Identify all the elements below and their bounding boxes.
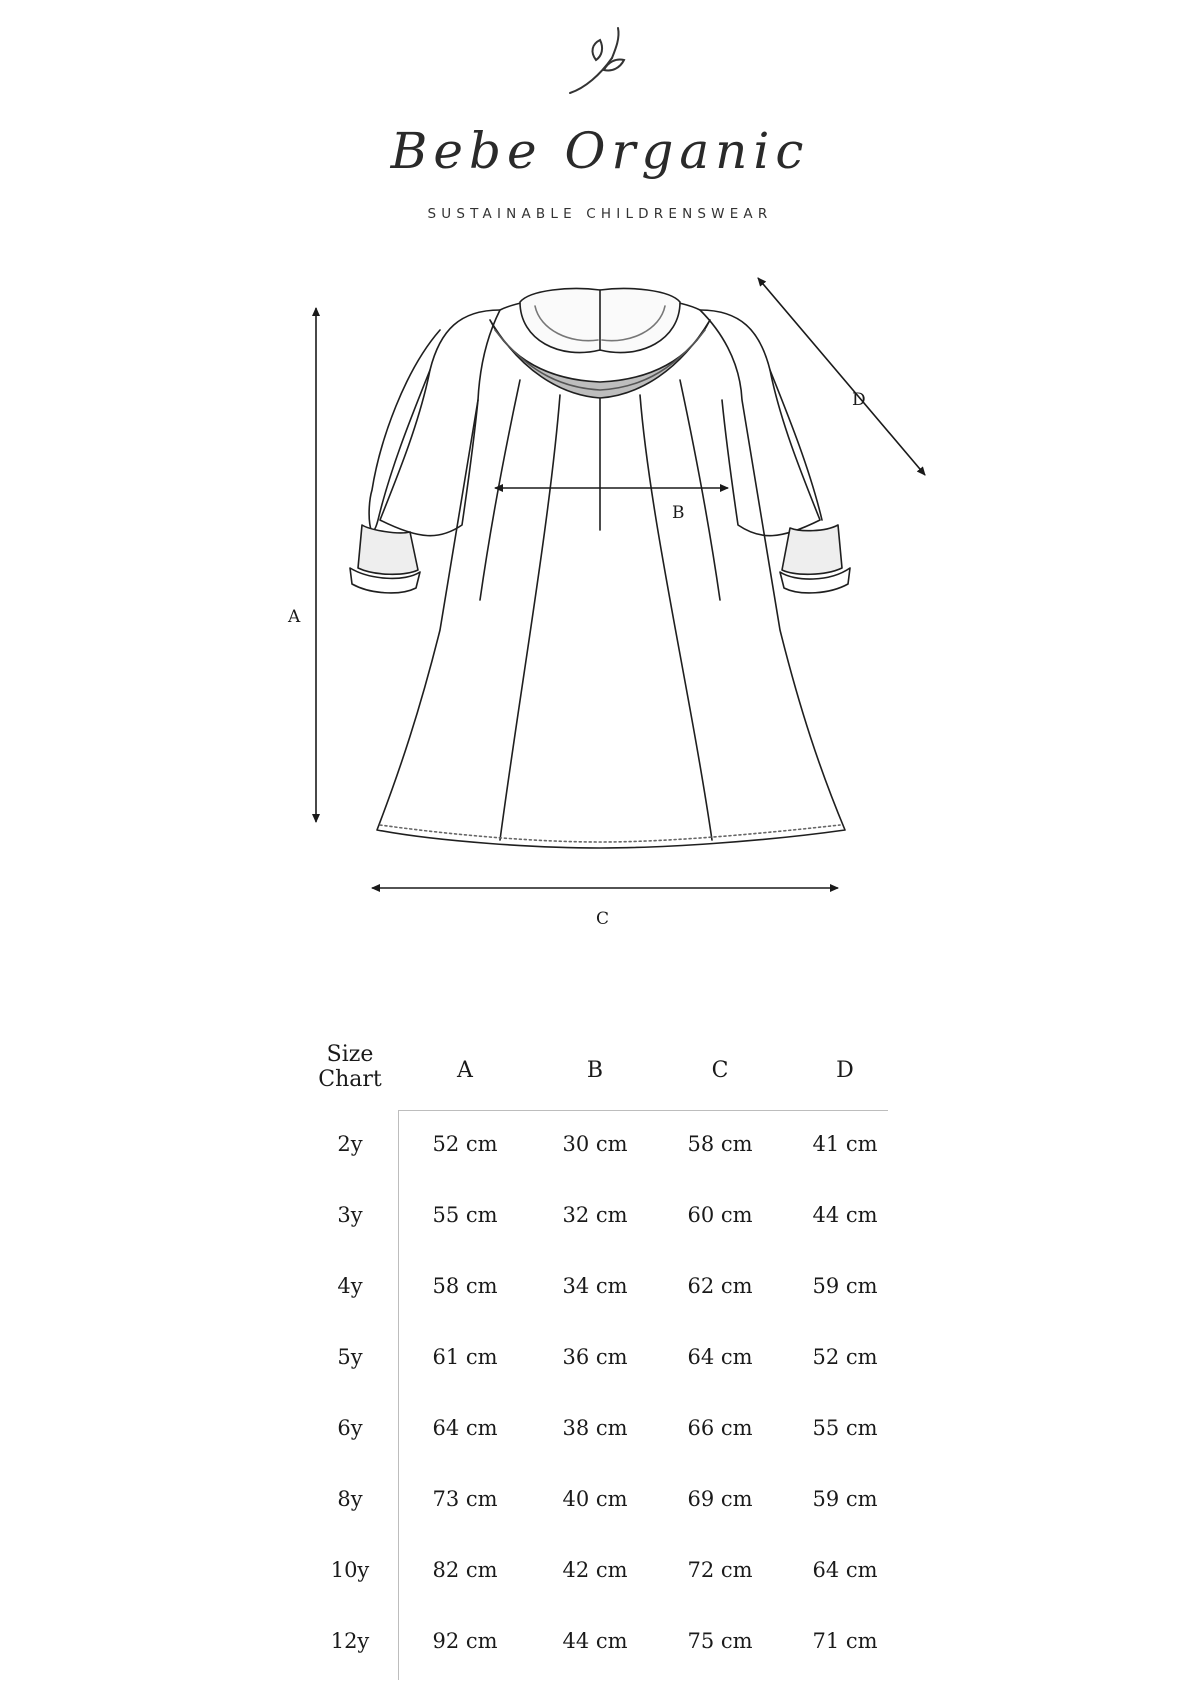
size-chart-header-line1: Size bbox=[326, 1042, 374, 1067]
column-header-c: C bbox=[711, 1058, 729, 1083]
value-c-cell: 60 cm bbox=[687, 1203, 753, 1227]
label-b: B bbox=[672, 503, 685, 523]
size-cell: 3y bbox=[337, 1203, 363, 1227]
table-row bbox=[300, 1181, 900, 1252]
value-c-cell: 72 cm bbox=[687, 1558, 753, 1582]
dress-diagram bbox=[0, 270, 1200, 1010]
label-c: C bbox=[596, 909, 610, 929]
value-d-cell: 52 cm bbox=[812, 1345, 878, 1369]
value-a-cell: 58 cm bbox=[432, 1274, 498, 1298]
value-a-cell: 61 cm bbox=[432, 1345, 498, 1369]
table-body bbox=[300, 1110, 900, 1678]
value-d-cell: 59 cm bbox=[812, 1274, 878, 1298]
value-d-cell: 55 cm bbox=[812, 1416, 878, 1440]
value-c-cell: 75 cm bbox=[687, 1629, 753, 1653]
column-header-d: D bbox=[836, 1058, 854, 1083]
value-a-cell: 92 cm bbox=[432, 1629, 498, 1653]
table-row bbox=[300, 1536, 900, 1607]
brand-name: Bebe Organic bbox=[390, 122, 810, 180]
value-b-cell: 32 cm bbox=[562, 1203, 628, 1227]
size-cell: 2y bbox=[337, 1132, 363, 1156]
value-b-cell: 42 cm bbox=[562, 1558, 628, 1582]
dress-outline bbox=[377, 296, 845, 848]
table-row bbox=[300, 1252, 900, 1323]
label-d: D bbox=[852, 390, 866, 410]
table-row bbox=[300, 1110, 900, 1181]
brand-header bbox=[0, 0, 1200, 240]
value-b-cell: 34 cm bbox=[562, 1274, 628, 1298]
value-b-cell: 36 cm bbox=[562, 1345, 628, 1369]
left-cuff bbox=[358, 525, 418, 574]
value-c-cell: 69 cm bbox=[687, 1487, 753, 1511]
value-d-cell: 71 cm bbox=[812, 1629, 878, 1653]
value-b-cell: 30 cm bbox=[562, 1132, 628, 1156]
value-d-cell: 41 cm bbox=[812, 1132, 878, 1156]
value-b-cell: 44 cm bbox=[562, 1629, 628, 1653]
value-a-cell: 64 cm bbox=[432, 1416, 498, 1440]
value-c-cell: 58 cm bbox=[687, 1132, 753, 1156]
value-d-cell: 64 cm bbox=[812, 1558, 878, 1582]
size-chart-header bbox=[300, 1042, 400, 1092]
table-row bbox=[300, 1323, 900, 1394]
table-header bbox=[300, 1040, 900, 1110]
size-cell: 8y bbox=[337, 1487, 363, 1511]
table-row bbox=[300, 1607, 900, 1678]
leaf-logo-icon bbox=[0, 0, 1200, 120]
size-cell: 5y bbox=[337, 1345, 363, 1369]
size-cell: 12y bbox=[330, 1629, 370, 1653]
value-a-cell: 82 cm bbox=[432, 1558, 498, 1582]
value-b-cell: 40 cm bbox=[562, 1487, 628, 1511]
value-c-cell: 62 cm bbox=[687, 1274, 753, 1298]
value-d-cell: 44 cm bbox=[812, 1203, 878, 1227]
size-cell: 10y bbox=[330, 1558, 370, 1582]
value-d-cell: 59 cm bbox=[812, 1487, 878, 1511]
value-a-cell: 55 cm bbox=[432, 1203, 498, 1227]
value-a-cell: 52 cm bbox=[432, 1132, 498, 1156]
size-cell: 6y bbox=[337, 1416, 363, 1440]
value-a-cell: 73 cm bbox=[432, 1487, 498, 1511]
value-c-cell: 66 cm bbox=[687, 1416, 753, 1440]
table-row bbox=[300, 1394, 900, 1465]
size-chart-header-line2: Chart bbox=[318, 1067, 382, 1092]
size-cell: 4y bbox=[337, 1274, 363, 1298]
value-b-cell: 38 cm bbox=[562, 1416, 628, 1440]
value-c-cell: 64 cm bbox=[687, 1345, 753, 1369]
label-a: A bbox=[288, 607, 301, 627]
brand-tagline: SUSTAINABLE CHILDRENSWEAR bbox=[427, 206, 773, 222]
arrow-d bbox=[758, 278, 925, 475]
column-header-a: A bbox=[457, 1058, 473, 1083]
column-header-b: B bbox=[586, 1058, 604, 1083]
right-cuff bbox=[782, 525, 842, 574]
table-row bbox=[300, 1465, 900, 1536]
